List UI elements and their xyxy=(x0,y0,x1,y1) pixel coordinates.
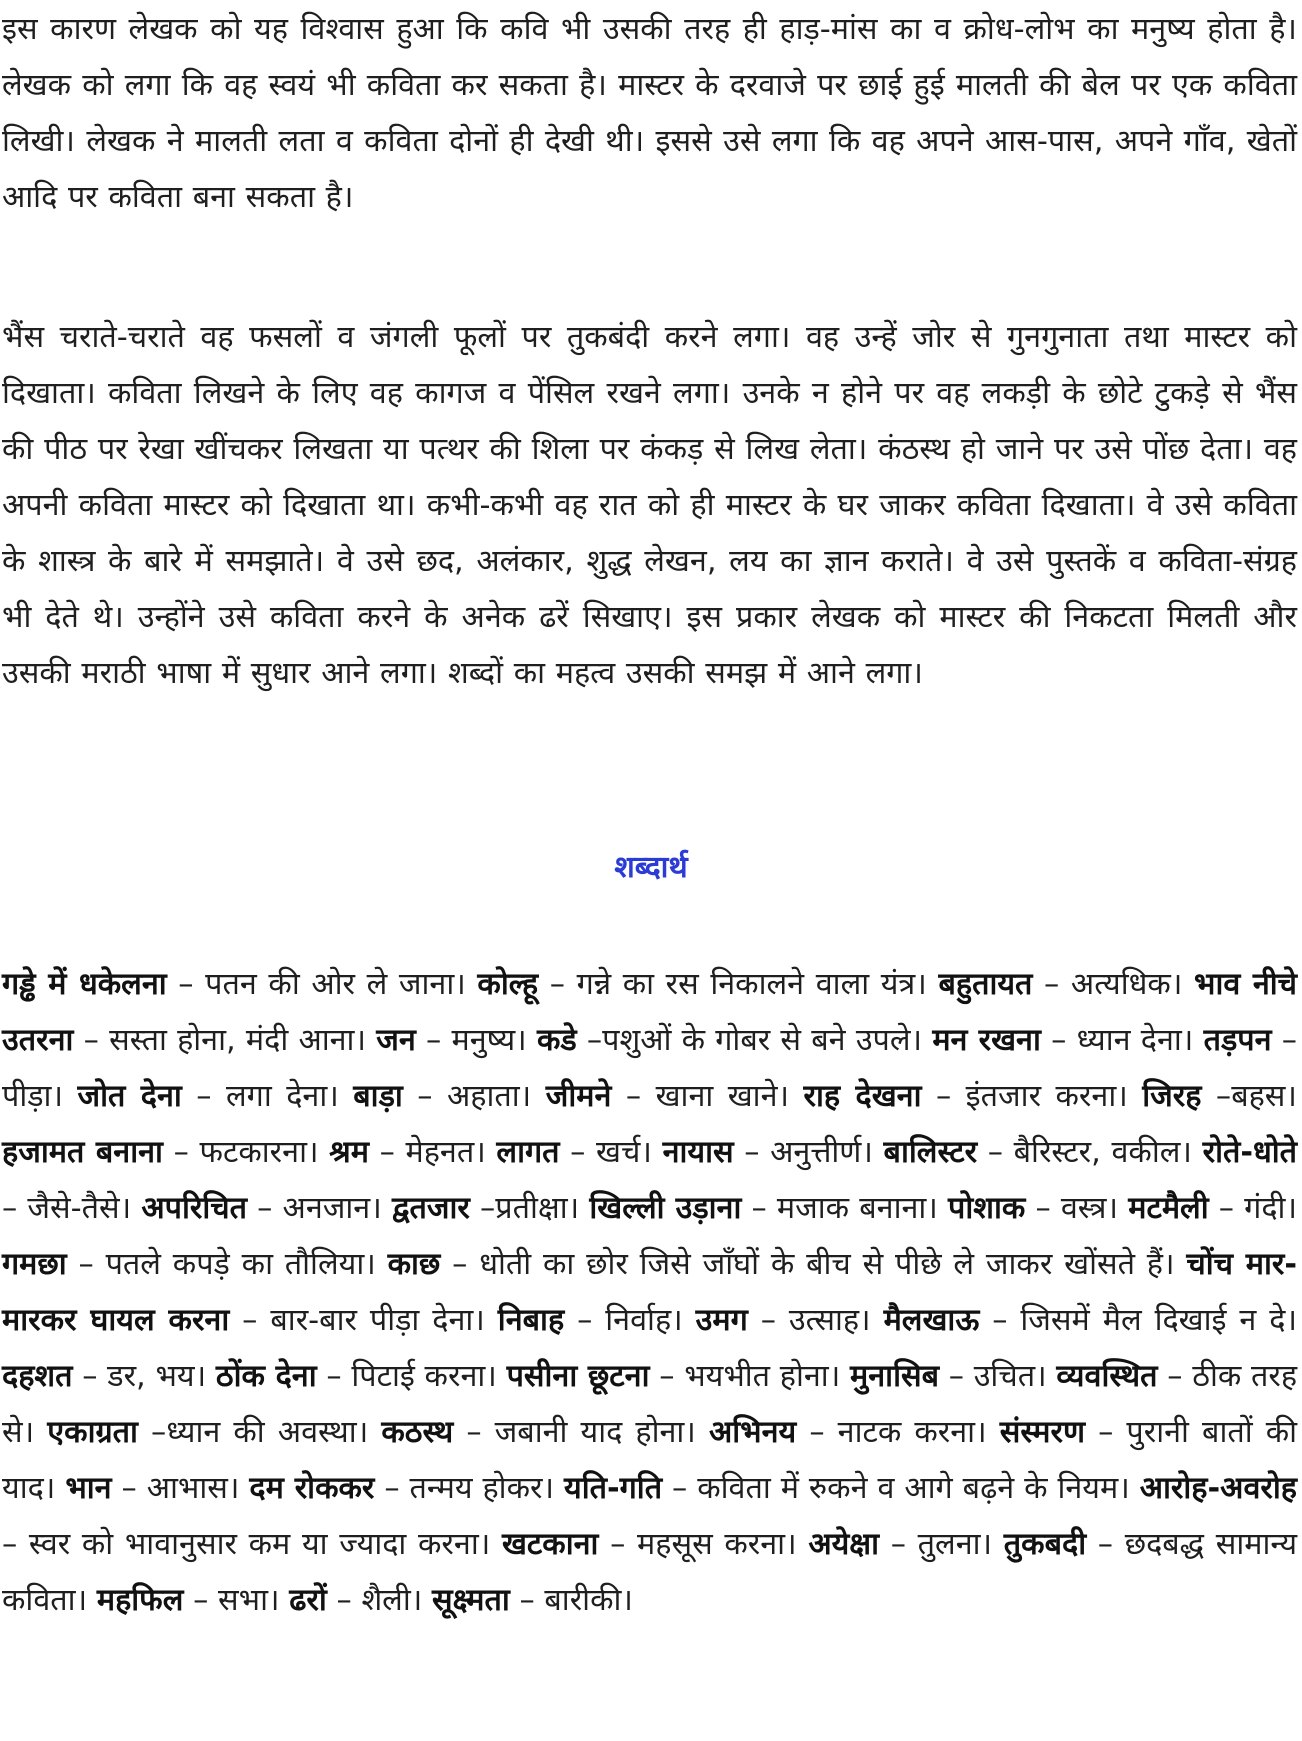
glossary-separator: – xyxy=(649,1359,685,1394)
glossary-separator: – xyxy=(183,1583,219,1618)
glossary-separator: – xyxy=(662,1471,698,1506)
glossary-separator: – xyxy=(1086,1527,1125,1562)
glossary-entry xyxy=(663,1135,873,1170)
glossary-meaning: सभा। xyxy=(218,1583,280,1618)
glossary-separator: – xyxy=(1271,1023,1297,1058)
glossary-entry xyxy=(507,1359,841,1394)
glossary-term: काछ xyxy=(387,1247,441,1282)
glossary-meaning: बार-बार पीड़ा देना। xyxy=(270,1303,485,1338)
glossary-separator: – xyxy=(2,1191,28,1226)
glossary-meaning: धोती का छोर जिसे जाँघों के बीच से पीछे ले जाकर खोंसते हैं। xyxy=(479,1247,1175,1282)
glossary-meaning: खाना खाने। xyxy=(655,1079,790,1114)
glossary-term: तुकबदी xyxy=(1003,1527,1087,1562)
glossary-separator: – xyxy=(611,1079,656,1114)
glossary-meaning: खर्च। xyxy=(596,1135,652,1170)
glossary-entry xyxy=(376,1023,527,1058)
glossary-separator: – xyxy=(453,1415,495,1450)
glossary-separator: – xyxy=(137,1415,167,1450)
paragraph-2: भैंस चराते-चराते वह फसलों व जंगली फूलों पर तुकबंदी करने लगा। वह उन्हें जोर से गुनगुनाता तथा मास्टर को दिखाता। कविता लिखने के लिए वह कागज व पेंसिल रखने लगा। उनके न होने पर वह लकड़ी के छोटे टुकड़े से भैंस की पीठ पर रेखा खींचकर लिखता या पत्थर की शिला पर कंकड़ से लिख लेता। कंठस्थ हो जाने पर उसे पोंछ देता। वह अपनी कविता मास्टर को दिखाता था। कभी-कभी वह रात को ही मास्टर के घर जाकर कविता दिखाता। वे उसे कविता के शास्त्र के बारे में समझाते। वे उसे छद, अलंकार, शुद्ध लेखन, लय का ज्ञान कराते। वे उसे पुस्तकें व कविता-संग्रह भी देते थे। उन्होंने उसे कविता करने के अनेक ढरें सिखाए। इस प्रकार लेखक को मास्टर की निकटता मिलती और उसकी मराठी भाषा में सुधार आने लगा। शब्दों का महत्व उसकी समझ में आने लगा। xyxy=(2,320,1297,691)
glossary-term: लागत xyxy=(496,1135,560,1170)
glossary-term: अपरिचित xyxy=(141,1191,248,1226)
glossary-term: आरोह-अवरोह xyxy=(1139,1471,1297,1506)
glossary-term: संस्मरण xyxy=(999,1415,1085,1450)
glossary-term: ढरों xyxy=(289,1583,327,1618)
glossary-term: कडे xyxy=(536,1023,577,1058)
glossary-entry xyxy=(388,1247,1175,1282)
glossary-separator: – xyxy=(72,1359,108,1394)
glossary-entry xyxy=(97,1583,280,1618)
glossary-meaning: जबानी याद होना। xyxy=(494,1415,696,1450)
glossary-meaning: अहाता। xyxy=(446,1079,532,1114)
glossary-meaning: बारीकी। xyxy=(544,1583,633,1618)
glossary-meaning: पतले कपड़े का तौलिया। xyxy=(105,1247,376,1282)
glossary-meaning: इंतजार करना। xyxy=(965,1079,1128,1114)
glossary-term: रोते-धोते xyxy=(1202,1135,1298,1170)
glossary-term: बहुतायत xyxy=(938,967,1033,1002)
glossary-separator: – xyxy=(1025,1191,1061,1226)
glossary-separator: – xyxy=(741,1191,777,1226)
glossary-meaning: ध्यान की अवस्था। xyxy=(166,1415,369,1450)
glossary-entry xyxy=(938,967,1182,1002)
glossary-entry xyxy=(2,1359,206,1394)
glossary-entry xyxy=(498,1303,683,1338)
glossary-term: मैलखाऊ xyxy=(883,1303,980,1338)
glossary-term: सूक्ष्मता xyxy=(432,1583,510,1618)
glossary-entry xyxy=(2,1135,319,1170)
glossary-entry xyxy=(392,1191,579,1226)
glossary-term: राह देखना xyxy=(803,1079,922,1114)
glossary-term: मटमैली xyxy=(1128,1191,1209,1226)
glossary-meaning: नाटक करना। xyxy=(837,1415,987,1450)
glossary-entry xyxy=(477,967,926,1002)
glossary-meaning: सस्ता होना, मंदी आना। xyxy=(109,1023,367,1058)
glossary-separator: – xyxy=(576,1023,603,1058)
glossary-separator: – xyxy=(939,1359,974,1394)
glossary-meaning: बहस। xyxy=(1231,1079,1297,1114)
glossary-meaning: मजाक बनाना। xyxy=(776,1191,938,1226)
glossary-entry xyxy=(2,1247,376,1282)
glossary-entry xyxy=(249,1471,554,1506)
glossary-term: यति-गति xyxy=(564,1471,663,1506)
glossary-meaning: अत्यधिक। xyxy=(1070,967,1183,1002)
glossary-separator: – xyxy=(796,1415,838,1450)
glossary-entry xyxy=(696,1303,871,1338)
glossary-meaning: पुरानी बातों की याद। xyxy=(2,1415,1298,1506)
glossary-meaning: उचित। xyxy=(973,1359,1047,1394)
glossary-meaning: तुलना। xyxy=(917,1527,993,1562)
glossary-entry xyxy=(432,1583,633,1618)
glossary-entry xyxy=(496,1135,652,1170)
glossary-meaning: निर्वाह। xyxy=(605,1303,683,1338)
glossary-entry xyxy=(381,1415,696,1450)
glossary-separator: – xyxy=(879,1527,918,1562)
glossary-meaning: स्वर को भावानुसार कम या ज्यादा करना। xyxy=(28,1527,491,1562)
glossary-meaning: बैरिस्टर, वकील। xyxy=(1013,1135,1192,1170)
glossary-term: द्वतजार xyxy=(391,1191,470,1226)
glossary-term: मन रखना xyxy=(932,1023,1041,1058)
glossary-term: निबाह xyxy=(497,1303,565,1338)
glossary-entry xyxy=(808,1527,992,1562)
glossary-separator: – xyxy=(598,1527,638,1562)
glossary-separator: – xyxy=(921,1079,966,1114)
glossary-meaning: तन्मय होकर। xyxy=(409,1471,555,1506)
glossary-meaning: महसूस करना। xyxy=(637,1527,797,1562)
glossary-meaning: उत्साह। xyxy=(788,1303,871,1338)
glossary-separator: – xyxy=(247,1191,283,1226)
glossary-meaning: जिसमें मैल दिखाई न दे। xyxy=(1020,1303,1298,1338)
glossary-term: खटकाना xyxy=(501,1527,599,1562)
glossary-separator: – xyxy=(415,1023,452,1058)
glossary-meaning: शैली। xyxy=(361,1583,423,1618)
glossary-meaning: गन्ने का रस निकालने वाला यंत्र। xyxy=(576,967,927,1002)
glossary-term: चोंच मार-मारकर घायल करना xyxy=(2,1247,1298,1338)
glossary-meaning: पीड़ा। xyxy=(2,1079,63,1114)
glossary-meaning: गंदी। xyxy=(1244,1191,1297,1226)
glossary-separator: – xyxy=(509,1583,545,1618)
glossary-separator: – xyxy=(1208,1191,1245,1226)
glossary-separator: – xyxy=(73,1023,110,1058)
paragraph-1: इस कारण लेखक को यह विश्वास हुआ कि कवि भी उसकी तरह ही हाड़-मांस का व क्रोध-लोभ का मनुष्य होता है। लेखक को लगा कि वह स्वयं भी कविता कर सकता है। मास्टर के दरवाजे पर छाई हुई मालती की बेल पर एक कविता लिखी। लेखक ने मालती लता व कविता दोनों ही देखी थी। इससे उसे लगा कि वह अपने आस-पास, अपने गाँव, खेतों आदि पर कविता बना सकता है। xyxy=(2,12,1297,215)
glossary-term: गड्ढे में धकेलना xyxy=(2,967,167,1002)
glossary-term: जोत देना xyxy=(77,1079,182,1114)
glossary-entry xyxy=(1128,1191,1297,1226)
glossary-entry xyxy=(141,1191,381,1226)
glossary-separator: – xyxy=(1040,1023,1077,1058)
glossary-entry xyxy=(589,1191,938,1226)
glossary-separator: – xyxy=(1201,1079,1232,1114)
glossary-meaning: आभास। xyxy=(146,1471,240,1506)
glossary-entry xyxy=(77,1079,338,1114)
glossary-entry xyxy=(47,1415,368,1450)
glossary-term: जिरह xyxy=(1142,1079,1202,1114)
glossary-term: अभिनय xyxy=(708,1415,797,1450)
glossary-term: दहशत xyxy=(2,1359,73,1394)
glossary-entry xyxy=(2,967,466,1002)
glossary-entry xyxy=(932,1023,1193,1058)
glossary-separator: – xyxy=(733,1135,771,1170)
glossary-term: खिल्ली उड़ाना xyxy=(589,1191,742,1226)
glossary-meaning: जैसे-तैसे। xyxy=(27,1191,132,1226)
glossary-meaning: पशुओं के गोबर से बने उपले। xyxy=(602,1023,923,1058)
glossary-separator: – xyxy=(181,1079,226,1114)
glossary-separator: – xyxy=(326,1583,362,1618)
glossary-term: अयेक्षा xyxy=(808,1527,880,1562)
glossary-meaning: पतन की ओर ले जाना। xyxy=(205,967,466,1002)
glossary-term: व्यवस्थित xyxy=(1056,1359,1158,1394)
glossary-entry xyxy=(850,1359,1047,1394)
glossary-entry xyxy=(564,1471,1130,1506)
glossary-separator: – xyxy=(1085,1415,1127,1450)
glossary-term: पसीना छूटना xyxy=(506,1359,650,1394)
glossary-separator: – xyxy=(369,1135,406,1170)
glossary-entry xyxy=(884,1135,1192,1170)
glossary-term: एकाग्रता xyxy=(47,1415,138,1450)
glossary-term: तड़पन xyxy=(1203,1023,1272,1058)
glossary-entry xyxy=(546,1079,789,1114)
glossary-meaning: अनुत्तीर्ण। xyxy=(770,1135,873,1170)
glossary-list xyxy=(2,957,1297,1629)
glossary-entry xyxy=(948,1191,1118,1226)
glossary-meaning: छदबद्ध सामान्य कविता। xyxy=(2,1527,1298,1618)
glossary-term: पोशाक xyxy=(948,1191,1026,1226)
glossary-meaning: प्रतीक्षा। xyxy=(495,1191,580,1226)
glossary-entry xyxy=(709,1415,987,1450)
glossary-term: भाव नीचे उतरना xyxy=(2,967,1298,1058)
glossary-separator: – xyxy=(1032,967,1071,1002)
glossary-meaning: ठीक तरह से। xyxy=(2,1359,1298,1450)
glossary-meaning: मनुष्य। xyxy=(451,1023,527,1058)
glossary-term: श्रम xyxy=(329,1135,369,1170)
glossary-separator: – xyxy=(564,1303,606,1338)
glossary-term: उमग xyxy=(695,1303,748,1338)
glossary-entry xyxy=(537,1023,922,1058)
glossary-term: महफिल xyxy=(96,1583,184,1618)
glossary-meaning: मेहनत। xyxy=(405,1135,486,1170)
glossary-separator: – xyxy=(316,1359,352,1394)
glossary-entry xyxy=(804,1079,1128,1114)
glossary-separator: – xyxy=(402,1079,447,1114)
glossary-term: भान xyxy=(65,1471,112,1506)
glossary-meaning: फटकारना। xyxy=(199,1135,319,1170)
glossary-entry xyxy=(216,1359,497,1394)
glossary-meaning: भयभीत होना। xyxy=(684,1359,841,1394)
glossary-entry xyxy=(289,1583,422,1618)
glossary-term: जीमने xyxy=(545,1079,612,1114)
glossary-separator: – xyxy=(374,1471,410,1506)
glossary-entry xyxy=(329,1135,486,1170)
glossary-term: कोल्हू xyxy=(477,967,539,1002)
glossary-separator: – xyxy=(229,1303,271,1338)
glossary-meaning: लगा देना। xyxy=(225,1079,339,1114)
glossary-entry xyxy=(1142,1079,1297,1114)
glossary-separator: – xyxy=(111,1471,147,1506)
glossary-separator: – xyxy=(440,1247,480,1282)
glossary-separator: – xyxy=(166,967,206,1002)
glossary-meaning: पिटाई करना। xyxy=(351,1359,497,1394)
glossary-term: बाड़ा xyxy=(353,1079,403,1114)
glossary-term: बालिस्टर xyxy=(883,1135,978,1170)
glossary-separator: – xyxy=(469,1191,496,1226)
glossary-separator: – xyxy=(162,1135,200,1170)
glossary-separator: – xyxy=(66,1247,106,1282)
glossary-entry xyxy=(502,1527,797,1562)
glossary-meaning: वस्त्र। xyxy=(1060,1191,1119,1226)
glossary-term: गमछा xyxy=(2,1247,67,1282)
glossary-term: दम रोककर xyxy=(249,1471,375,1506)
glossary-entry xyxy=(353,1079,531,1114)
glossary-entry xyxy=(884,1303,1297,1338)
glossary-separator: – xyxy=(977,1135,1014,1170)
glossary-term: नायास xyxy=(662,1135,734,1170)
glossary-meaning: ध्यान देना। xyxy=(1076,1023,1194,1058)
glossary-separator: – xyxy=(747,1303,789,1338)
glossary-term: जन xyxy=(376,1023,416,1058)
glossary-separator: – xyxy=(559,1135,597,1170)
glossary-term: कठस्थ xyxy=(381,1415,454,1450)
glossary-separator: – xyxy=(538,967,577,1002)
glossary-term: ठोंक देना xyxy=(215,1359,317,1394)
glossary-term: मुनासिब xyxy=(850,1359,939,1394)
glossary-separator: – xyxy=(1157,1359,1193,1394)
glossary-meaning: अनजान। xyxy=(282,1191,382,1226)
glossary-heading: शब्दार्थ xyxy=(614,850,688,885)
glossary-term: हजामत बनाना xyxy=(2,1135,163,1170)
glossary-meaning: डर, भय। xyxy=(107,1359,207,1394)
glossary-separator: – xyxy=(2,1527,29,1562)
glossary-entry xyxy=(65,1471,239,1506)
glossary-separator: – xyxy=(979,1303,1021,1338)
glossary-meaning: कविता में रुकने व आगे बढ़ने के नियम। xyxy=(697,1471,1130,1506)
